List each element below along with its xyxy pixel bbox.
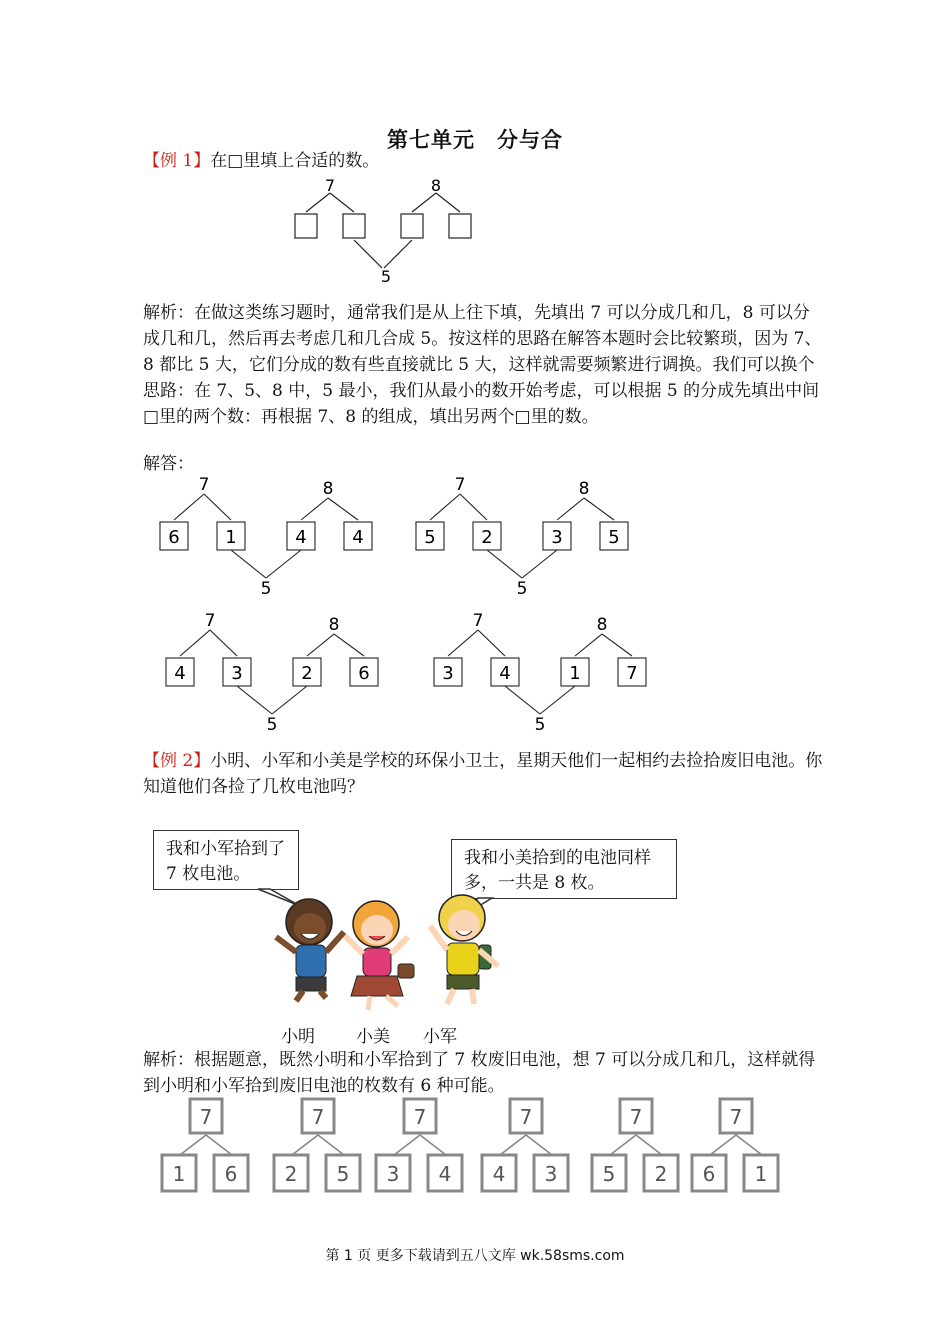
answer-top-left: 7	[204, 611, 216, 631]
split-diagram	[692, 1099, 778, 1191]
split-top-value: 7	[311, 1105, 325, 1129]
split-left-value: 3	[386, 1162, 400, 1186]
answer-box-value: 7	[626, 663, 638, 684]
answer-top-left: 7	[472, 611, 484, 631]
name-xiaomei: 小美	[356, 1027, 390, 1047]
split-top-value: 7	[629, 1105, 643, 1129]
answer-top-right: 8	[578, 479, 590, 499]
split-left-value: 1	[172, 1162, 186, 1186]
answer-top-left: 7	[198, 475, 210, 495]
split-left-value: 2	[284, 1162, 298, 1186]
bubble-left: 我和小军拾到了 7 枚电池。	[153, 830, 299, 890]
split-left-value: 4	[492, 1162, 506, 1186]
answer-box-value: 5	[424, 527, 436, 548]
answer-top-right: 8	[322, 479, 334, 499]
split-diagram	[482, 1099, 568, 1191]
answer-label: 解答：	[143, 454, 194, 474]
answer-bottom: 5	[260, 579, 272, 599]
split-top-value: 7	[199, 1105, 213, 1129]
split-diagram	[162, 1099, 248, 1191]
answer-top-left: 7	[454, 475, 466, 495]
answer-box-value: 4	[174, 663, 186, 684]
answer-box-value: 2	[481, 527, 493, 548]
split-diagram	[376, 1099, 462, 1191]
example1-analysis: 解析：在做这类练习题时，通常我们是从上往下填，先填出 7 可以分成几和几，8 可以分成几和几，然后再去考虑几和几合成 5。按这样的思路在解答本题时会比较繁琐，因为 7、8 都比 5 大，它们分成的数有些直接就比 5 大，这样就需要频繁进行调换。我们可以换个思路：在 7、5、8 中，5 最小，我们从最小的数开始考虑，可以根据 5 的分成先填出中间□里的两个数：再根据 7、8 的组成，填出另两个□里的数。	[143, 303, 822, 427]
answer-box-value: 1	[225, 527, 237, 548]
example2-question-text: 小明、小军和小美是学校的环保小卫士，星期天他们一起相约去捡拾废旧电池。你知道他们各捡了几枚电池吗？	[143, 751, 823, 797]
example1-bottom: 5	[380, 267, 392, 286]
answer-box-value: 2	[301, 663, 313, 684]
example1-question-text: 在□里填上合适的数。	[210, 151, 380, 171]
split-diagram	[592, 1099, 678, 1191]
answer-bottom: 5	[516, 579, 528, 599]
example1-top-right: 8	[430, 176, 442, 195]
split-right-value: 4	[438, 1162, 452, 1186]
split-right-value: 1	[754, 1162, 768, 1186]
answer-box-value: 4	[352, 527, 364, 548]
page-title: 第七单元 分与合	[387, 127, 563, 152]
answer-box-value: 1	[569, 663, 581, 684]
answer-box-value: 5	[608, 527, 620, 548]
example1-top-left: 7	[324, 176, 336, 195]
answer-box-value: 3	[231, 663, 243, 684]
page-footer: 第 1 页 更多下载请到五八文库 wk.58sms.com	[325, 1248, 625, 1264]
name-xiaoming: 小明	[281, 1027, 315, 1047]
split-right-value: 5	[336, 1162, 350, 1186]
answer-box-value: 4	[295, 527, 307, 548]
answer-top-right: 8	[596, 615, 608, 635]
answer-bottom: 5	[534, 715, 546, 735]
answer-box-value: 4	[499, 663, 511, 684]
split-right-value: 2	[654, 1162, 668, 1186]
split-top-value: 7	[413, 1105, 427, 1129]
answer-bottom: 5	[266, 715, 278, 735]
split-diagram	[274, 1099, 360, 1191]
answer-box-value: 3	[442, 663, 454, 684]
split-right-value: 3	[544, 1162, 558, 1186]
answer-box-value: 6	[358, 663, 370, 684]
answer-top-right: 8	[328, 615, 340, 635]
split-top-value: 7	[519, 1105, 533, 1129]
answer-box-value: 3	[551, 527, 563, 548]
answer-box-value: 6	[168, 527, 180, 548]
bubble-right: 我和小美拾到的电池同样多，一共是 8 枚。	[451, 839, 677, 899]
split-top-value: 7	[729, 1105, 743, 1129]
split-right-value: 6	[224, 1162, 238, 1186]
split-left-value: 6	[702, 1162, 716, 1186]
example2-analysis: 解析：根据题意，既然小明和小军拾到了 7 枚废旧电池，想 7 可以分成几和几，这样就得到小明和小军拾到废旧电池的枚数有 6 种可能。	[143, 1050, 816, 1096]
example2-tag: 【例 2】	[143, 751, 211, 771]
name-xiaojun: 小军	[423, 1027, 457, 1047]
split-left-value: 5	[602, 1162, 616, 1186]
example1-tag: 【例 1】	[143, 151, 211, 171]
